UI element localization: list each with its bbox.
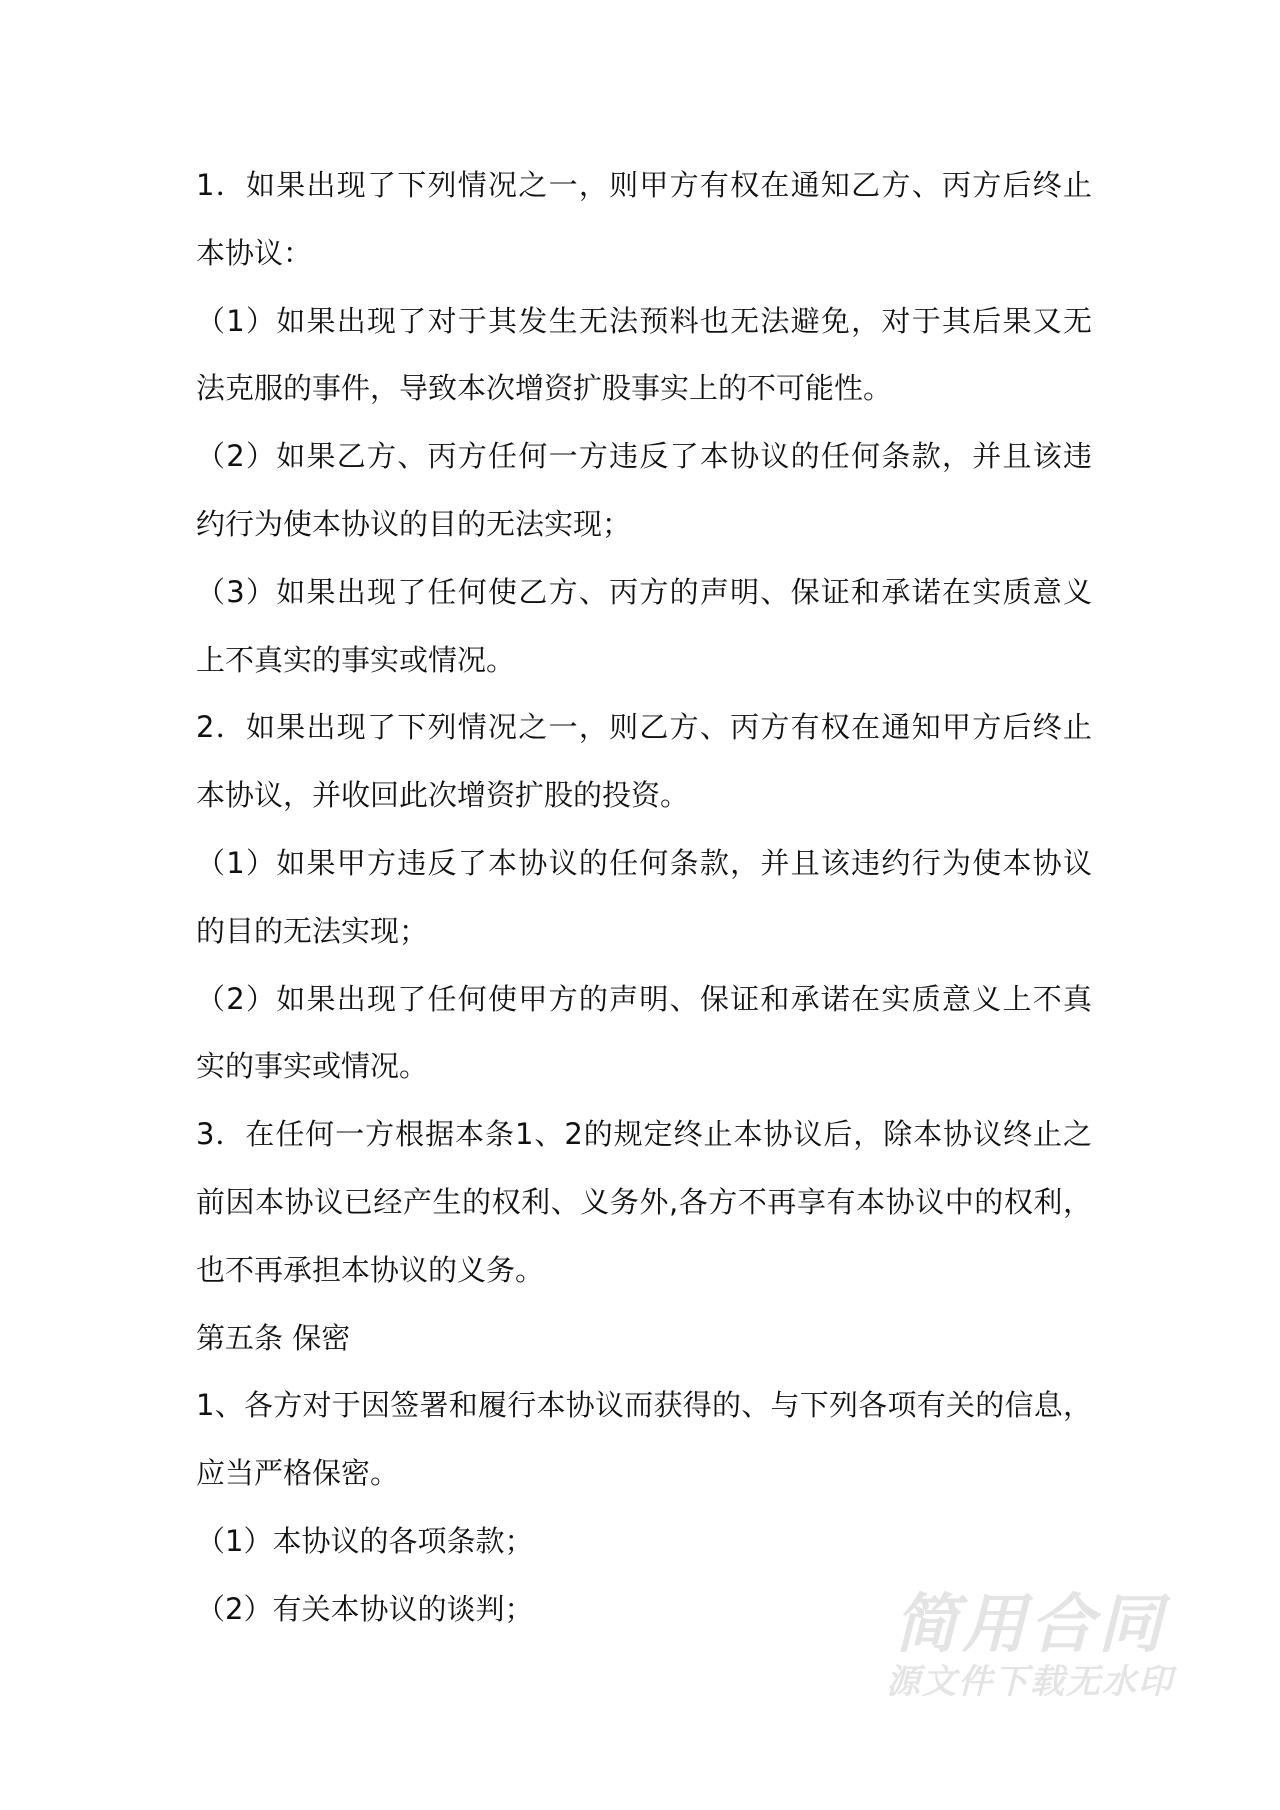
text-line: （2）如果出现了任何使甲方的声明、保证和承诺在实质意义上不真 [196,981,1092,1016]
text-line: 1、各方对于因签署和履行本协议而获得的、与下列各项有关的信息， [196,1388,1092,1423]
text-line: 本协议： [196,235,313,270]
text-line: 3．在任何一方根据本条1、2的规定终止本协议后，除本协议终止之 [196,1117,1092,1152]
watermark-subtitle: 源文件下载无水印 [886,1662,1174,1702]
watermark-title: 简用合同 [894,1588,1166,1662]
text-line: （1）本协议的各项条款； [196,1523,534,1558]
text-line: （2）有关本协议的谈判； [196,1591,534,1626]
watermark-logo [880,1590,1180,1704]
text-line: 上不真实的事实或情况。 [196,642,516,677]
text-line: （1）如果出现了对于其发生无法预料也无法避免，对于其后果又无 [196,303,1092,338]
text-line: （2）如果乙方、丙方任何一方违反了本协议的任何条款，并且该违 [196,439,1092,474]
text-line: （1）如果甲方违反了本协议的任何条款，并且该违约行为使本协议 [196,845,1092,880]
text-line: 第五条 保密 [196,1320,351,1355]
text-line: 本协议，并收回此次增资扩股的投资。 [196,778,690,813]
document-body [196,152,1092,1644]
text-line: （3）如果出现了任何使乙方、丙方的声明、保证和承诺在实质意义 [196,574,1092,609]
text-line: 的目的无法实现； [196,913,429,948]
text-line: 约行为使本协议的目的无法实现； [196,506,632,541]
text-line: 2．如果出现了下列情况之一，则乙方、丙方有权在通知甲方后终止 [196,710,1092,745]
text-line: 法克服的事件，导致本次增资扩股事实上的不可能性。 [196,371,893,406]
text-line: 前因本协议已经产生的权利、义务外,各方不再享有本协议中的权利， [196,1184,1092,1219]
text-line: 应当严格保密。 [196,1456,400,1491]
text-line: 也不再承担本协议的义务。 [196,1252,545,1287]
text-line: 实的事实或情况。 [196,1049,429,1084]
text-line: 1．如果出现了下列情况之一，则甲方有权在通知乙方、丙方后终止 [196,168,1092,202]
